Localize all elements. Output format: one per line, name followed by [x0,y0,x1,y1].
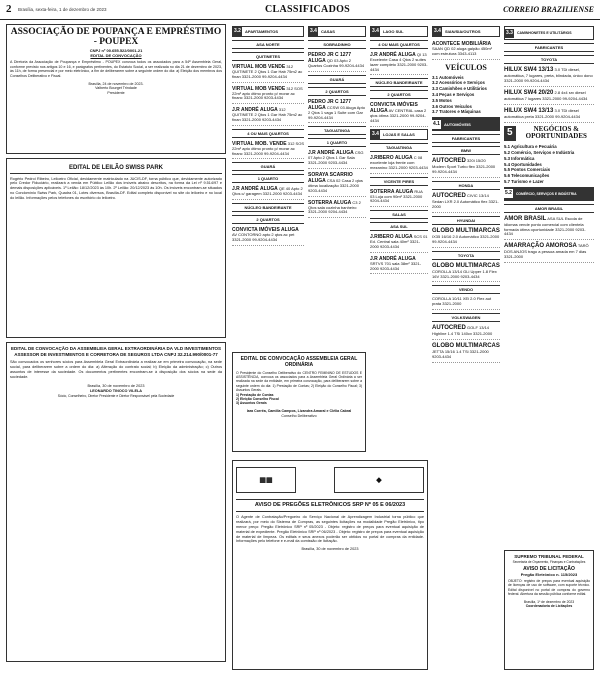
classified-ad: VIRTUAL MOB VENDE 312 QUITINETE 2 Qtos 1 Gar Hab 75m2 ac finan 3321-2000 99-9204-4434 [232,63,304,83]
section-title: CLASSIFICADOS [265,4,351,15]
classified-ad: J.RIBERO ALUGA C 08 excelente loja frente com mezanino 3321-2000 9203-4434 [370,154,428,174]
poupex-body: A Diretoria da Associação de Poupança e Empréstimo - POUPEX convoca todos os associados para a 54ª Assembleia Geral, conforme previsto nos artigos 10 e 16, e parágrafos pertinentes, do Estatuto Social, a ser realizada no dia 21 de dezembro de 2023, às 11h, de forma presencial e por meio eletrônico, a fim de deliberarem sobre a seguinte ordem do dia: a) Eleição dos membros dos Conselhos Deliberativo e Fiscal. [10,59,222,78]
assembly-body: O Presidente do Conselho Deliberativo do CENTRO FEMININO DE ESTUDOS E ASSISTÊNCIA, convoca os associados para a Assembleia Geral Ordinária a ser realizada na sede da entidade, em primeira convocação, para deliberarem sobre a seguinte ordem do dia: 1) Prestação de Contas; 2) Eleição do Conselho Fiscal; 3) Assuntos Gerais. [236,370,362,393]
assembly-notice [232,352,366,452]
business-index-item: 5.2 Comércio, Serviços e Indústria [504,149,575,155]
classified-ad: VIRTUAL MOB. VENDE 312 SOS 22m² apto ótimo pronto p/ morar ac financ 3321-2000 99-9204-4434 [232,140,304,160]
section-header-lago-sul: 3.4 LAGO SUL [370,26,428,37]
subhead-salas: SALAS [370,210,428,219]
subhead-quitinetes: QUITINETES [232,52,304,61]
column-lago-sul [370,24,428,354]
vld-body: São convocados os senhores sócios para Assembleia Geral Extraordinária a realizar-se em primeira convocação, na sede social, para deliberarem sobre a ordem do dia: a) Alteração do contrato social; b) Eleição da administração; c) Outros assuntos de interesse da sociedade. Os documentos pertinentes encontram-se à disposição dos sócios na sede da sociedade. [10,360,222,380]
bid-body: O Agente de Contratação/Pregoeiro do Serviço Nacional de Aprendizagem Industrial torna público que realizará, por meio do Sistema de Compras, as seguintes licitações na modalidade Pregão Eletrônico, tipo menor preço: Pregão Eletrônico SRP nº 05/2023 - Objeto: registro de preços para eventual aquisição de material de expediente. Pregão Eletrônico SRP nº 06/2023 - Objeto: registro de preços para eventual aquisição de material de limpeza. Os editais e seus anexos poderão ser obtidos no portal de compras da entidade. Informações pelo telefone e e-mail da comissão de licitação. [236,514,424,544]
subhead-1-quarto: 1 QUARTO [232,174,304,183]
classified-ad: J.R ANDRÉ ALUGA QE 40 Apto 2 Qtos c/ garagem 3321-2000 9203-4434 [232,185,304,200]
bid-title: AVISO DE PREGÕES ELETRÔNICOS SRP Nº 05 E 06/2023 [236,499,424,512]
classified-ad: AMARRAÇÃO AMOROSA TARÔ DOS ANJOS trago a pessoa amada em 7 dias 3321-2000 [504,242,594,263]
subhead-1-quarto: 1 QUARTO [308,138,366,147]
section-header-commerce: 5.2 COMÉRCIO, SERVIÇOS E INDÚSTRIA [504,187,594,201]
poupex-notice [6,24,226,154]
classified-ad: GLOBO MULTIMARCAS JETTA 15/16 1.4 TSi 3321-2000 9203-4434 [432,342,500,363]
classified-ad: HILUX SW4 13/13 3.0 TDi diesel automática preta 3321-2000 99-9204-4434 [504,107,594,123]
classified-ad: J.RIBERO ALUGA SCS 01 Ed. Central sala 40m² 3321-2000 9203-4434 [370,233,428,253]
stf-place: Brasília, 1º de dezembro de 2023 [523,599,575,604]
stf-signer: Coordenadoria de Licitações [525,604,573,609]
classified-ad: GLOBO MULTIMARCAS IX35 16/16 2.0 Automático 3321-2000 99-9204-4434 [432,227,500,248]
section-header-sian: 3.4 SIAN/SIA/OUTROS [432,26,500,37]
classified-ad: HILUX SW4 20/20 2.8 4x4 srx diesel automática 7 lugares 3321-2000 99-9204-4434 [504,89,594,105]
vehicles-index-item: 3.4 Peças e Serviços [432,91,475,97]
subhead-asa-sul: ASA SUL [370,222,428,231]
classified-ad: J.R ANDRÉ ALUGA 312 QUITINETE 2 Qtos 1 Gar Hab 75m2 ac finan 3321-2000 9203-4434 [232,106,304,126]
bid-place: Brasília, 30 de novembro de 2023 [301,547,359,552]
classified-ad: J.R ANDRÉ ALUGA CSG 07 Apto 2 Qtos 1 Gar Sala 3321-2000 9203-4434 [308,149,366,169]
subhead-vendo: VENDO [432,285,500,294]
vld-place: Brasília, 30 de novembro de 2023 [87,383,145,388]
section-header-shops: 3.4 LOJAS E SALAS [370,129,428,140]
poupex-subtitle: EDITAL DE CONVOCAÇÃO [90,52,142,58]
subhead-fabricantes: FABRICANTES [432,134,500,143]
stf-body: OBJETO: registro de preços para eventual aquisição de licenças de uso de software, com suporte técnico. Edital disponível no portal de compras do governo federal. Abertura da sessão pública conforme edital. [508,579,590,597]
poupex-title: ASSOCIAÇÃO DE POUPANÇA E EMPRÉSTIMO - POUPEX [10,27,222,47]
classified-ad: VIRTUAL MOB VENDE 312 SOS 22m² apto ótimo pronto p/ morar ac financ 3321-2000 9203-4434 [232,85,304,105]
subhead-4-quartos: 4 OU MAIS QUARTOS [370,40,428,49]
assembly-item: 3) Assuntos Gerais [236,401,267,406]
subhead-2-quartos: 2 QUARTOS [308,87,366,96]
assembly-title: EDITAL DE CONVOCAÇÃO ASSEMBLEIA GERAL ORDINÁRIA [240,356,358,369]
poupex-place: Brasília, 24 de novembro de 2023. [88,81,144,86]
vld-notice [6,342,226,662]
subhead-vicente-pires: VICENTE PIRES [370,177,428,186]
swiss-park-title: EDITAL DE LEILÃO SWISS PARK [10,165,222,174]
business-index [504,144,594,185]
subhead-asa-norte: ASA NORTE [232,40,304,49]
classified-ad: SOTERRA ALUGA RUA 03 Loja com 90m² 3321-2000 9204-4434 [370,188,428,208]
classified-ad: AUTOCRED CIVIC 13/14 Sedan LXR 2.0 Automático flex 3321-2000 [432,192,500,213]
logo-mark-icon: ▦▦ [259,475,273,484]
assembly-signers: Iara Corrêa, Camilla Campos, Lizandra Amaral e Clélia Cabral [246,408,352,413]
classified-ad: GLOBO MULTIMARCAS COROLLA 13/14 GLi Upper 1.8 Flex 16V 3321-2000 9203-4434 [432,262,500,283]
classified-ad: J.R ANDRÉ ALUGA SRTVS 701 sala 38m² 3321-2000 9203-4434 [370,255,428,275]
classified-ad: ACONTECE MOBILIÁRIA SAAN QD 02 aluga galpão 450m² com estrutura 3343-4113 [432,40,500,60]
government-logo [334,467,424,493]
subhead-sobradinho: SOBRADINHO [308,40,366,49]
business-section-header [504,126,594,141]
page-number: 2 [6,3,12,15]
stf-notice [504,550,594,670]
classified-ad: SORAYA SCARRIO ALUGA CSA 02 Casa 2 qtos ótima localização 3321-2000 9203-4434 [308,171,366,197]
classified-ad: CONVICTA IMÓVEIS ALUGA AV CONTORNO apto 2 qtos ac pet 3321-2000 99-9204-4434 [232,226,304,246]
column-vehicles [432,24,500,674]
bid-notice [232,460,428,670]
vehicles-index-item: 3.1 Automóveis [432,74,464,80]
dateline: Brasília, sexta-feira, 1 de dezembro de 2023 [18,7,107,12]
column-houses [308,24,366,354]
section-header-houses: 3.4 CASAS [308,26,366,37]
business-index-item: 5.7 Turismo e Lazer [504,178,544,184]
classified-ad: PEDRO JR C 1277 ALUGA CCSW 03 Aluga Apto 2 Qtos 1 vaga 1 Suite com Gar 99-9204-4434 [308,98,366,124]
subhead-guara: GUARÁ [232,162,304,171]
vld-role: Sócio, Conselheiro, Diretor Presidente e Diretor Responsável pela Sociedade [57,393,175,398]
business-index-item: 5.6 Telecomunicações [504,173,550,179]
vehicles-index-item: 3.2 Acessórios e Serviços [432,80,485,86]
assembly-item: 2) Eleição Conselho Fiscal [236,397,279,402]
classified-ad: COROLLA 10/11 XEi 2.0 Flex aut prata 3321-2000 [432,296,500,310]
classified-ad: HILUX SW4 13/13 3.0 TDi diesel, automática, 7 lugares, preta, blindada, único dono 3321-2000 99-9204-4434 [504,66,594,87]
vehicles-index-item: 3.5 Motos [432,97,452,103]
stf-subtitle: Secretaria de Orçamento, Finanças e Contratações [512,559,586,564]
vehicles-index [432,75,500,116]
poupex-cnpj: CNPJ nº 00.655.522/0001-21 [89,47,143,53]
swiss-park-body: Rogério Pedroi Ribeiro, Leiloeiro Oficial, devidamente matriculado na JUCIS-DF, torna público que, devidamente autorizado pelo Credor Fiduciário, realizará a venda em Público Leilão dos imóveis abaixo descritos, na forma da Lei nº 9.514/97 e demais disposições aplicáveis. 1º Leilão: 18/12/2023 às 10h. 2º Leilão: 20/12/2023 às 10h. Os imóveis encontram-se situados no Condomínio Swiss Park, Quadra 01, Lotes diversos, Brasília-DF. Edital completo disponível no site do leiloeiro e no local do leilão. Informações pelos telefones do escritório do leiloeiro. [10,176,222,201]
classified-ad: SOTERRA ALUGA C3 2 Qtos sala cozinha banheiro 3321-2000 9204-4434 [308,199,366,219]
column-legal-notices [6,24,226,674]
business-section-title: NEGÓCIOS & OPORTUNIDADES [525,124,587,141]
column-apartments [232,24,304,354]
classified-ad: AMOR BRASIL ASA SUL Escola de idiomas vende ponto comercial com clientela formada ótima oportunidade 3321-2000 9203-4434 [504,215,594,241]
subhead-nucleo-bandeirante: NÚCLEO BANDEIRANTE [370,78,428,87]
classified-ad: AUTOCRED GOLF 13/14 Highline 1.4 TSi 140cv 3321-2000 [432,324,500,340]
section-header-cars: 4.1 AUTOMÓVEIS [432,117,500,131]
vehicles-title: VEÍCULOS [445,62,487,72]
classified-ad: CONVICTA IMÓVEIS ALUGA AV CENTRAL casa 2 qtos ótima 3321-2000 99-9204-4434 [370,101,428,127]
business-index-item: 5.1 Agricultura e Pecuária [504,144,557,150]
classified-ad: AUTOCRED 320i 15/20 Modern Sport Turbo flex 3321-2000 99-9204-4434 [432,157,500,178]
assembly-role: Conselho Deliberativo [281,413,317,418]
assembly-item: 1) Prestação de Contas [236,392,274,397]
brand-honda: HONDA [432,181,500,190]
subhead-nucleo-bandeirante: NÚCLEO BANDEIRANTE [232,203,304,212]
subhead-guara: GUARÁ [308,75,366,84]
swiss-park-notice [6,158,226,338]
classified-ad: J.R ANDRÉ ALUGA QI 13 Excelente Casa 4 Qtos 2 suítes lazer completo 3321-2000 9203-4434 [370,51,428,75]
flag-icon: ◆ [376,475,382,484]
subhead-taguatinga: TAGUATINGA [308,126,366,135]
poupex-role: Presidente [107,90,125,95]
business-section-code: 5 [504,126,516,141]
newspaper-name: CORREIO BRAZILIENSE [503,5,594,14]
section-header-apartments: 3.2 APARTAMENTOS [232,26,304,37]
senai-logo [236,467,296,493]
classified-ad: PEDRO JR C 1277 ALUGA QD 03 Apto 2 Quartos Cozinha 99-9204-4434 [308,51,366,72]
subhead-taguatinga: TAGUATINGA [370,143,428,152]
business-index-item: 5.4 Oportunidades [504,161,542,167]
subhead-fabricantes: FABRICANTES [504,43,594,52]
brand-hyundai: HYUNDAI [432,216,500,225]
brand-bmw: BMW [432,146,500,155]
subhead-4-quartos: 4 OU MAIS QUARTOS [232,129,304,138]
brand-volkswagen: VOLKSWAGEN [432,313,500,322]
vehicles-index-item: 3.7 Tratores e Máquinas [432,109,481,115]
stf-aviso: AVISO DE LICITAÇÃO [523,565,575,572]
business-index-item: 5.3 Informática [504,155,535,161]
stf-number: Pregão Eletrônico n. 115/2023 [520,572,578,578]
section-header-utility: 3.3 CAMINHONETES E UTILITÁRIOS [504,26,594,40]
stf-title: SUPREMO TRIBUNAL FEDERAL [514,554,584,559]
vld-title: EDITAL DE CONVOCAÇÃO DA ASSEMBLEIA GERAL EXTRAORDINÁRIA DA VLD INVESTIMENTOS ASSESSOR DE INVESTIMENTOS E CORRETORA DE SEGUROS LTDA CNPJ 32.214.990/0001-77 [10,346,222,357]
brand-toyota: TOYOTA [432,251,500,260]
subhead-2-quartos: 2 QUARTOS [370,90,428,99]
page-header [0,0,600,20]
subhead-2-quartos: 2 QUARTOS [232,215,304,224]
brand-toyota: TOYOTA [504,55,594,64]
subhead-amor-brasil: AMOR BRASIL [504,204,594,213]
vehicles-index-item: 3.6 Outros Veículos [432,103,472,109]
vehicles-index-item: 3.3 Caminhões e Utilitários [432,86,487,92]
vld-signer: LEONARDO TINOCO VILELA [89,388,143,393]
business-index-item: 5.5 Pontos Comerciais [504,167,551,173]
poupex-signer: Valberto Bourget Trindade [95,86,137,91]
